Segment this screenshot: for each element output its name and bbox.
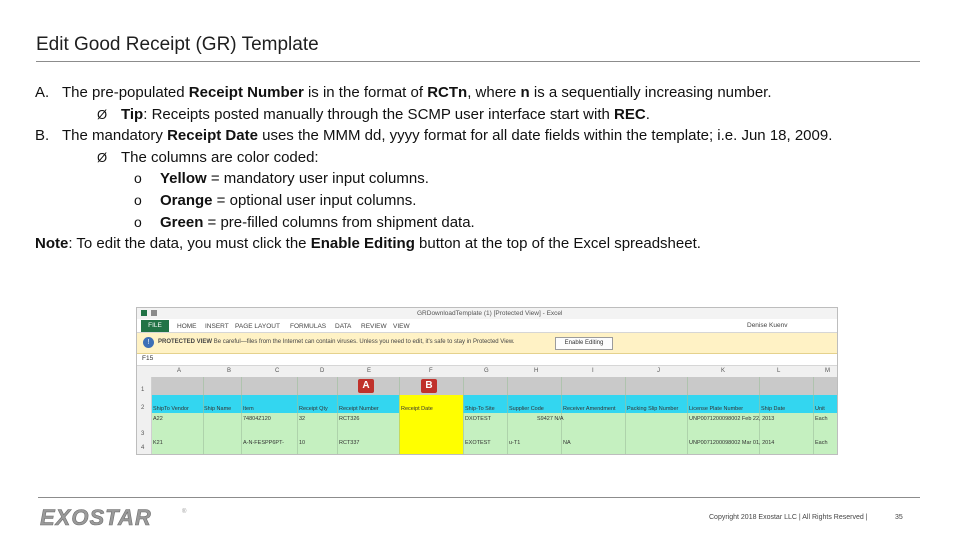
save-icon[interactable] xyxy=(151,310,157,316)
item-b-colors xyxy=(35,147,935,169)
grid-line xyxy=(687,377,688,454)
arrow-bullet-icon: Ø xyxy=(97,149,108,165)
header-row-gray xyxy=(151,377,837,395)
excel-app-icon xyxy=(141,310,147,316)
cell[interactable]: A22 xyxy=(153,416,163,422)
cell[interactable]: Each xyxy=(815,440,828,446)
grid-line xyxy=(297,377,298,454)
item-b-text-1: The mandatory xyxy=(62,127,168,145)
grid-line xyxy=(625,377,626,454)
callout-badge-a: A xyxy=(358,379,374,393)
grid-line xyxy=(241,377,242,454)
excel-file-tab[interactable]: FILE xyxy=(141,320,169,332)
cell[interactable]: License Plate Number xyxy=(689,406,744,412)
item-a-bold-2: RCTn xyxy=(427,84,468,101)
cell[interactable]: Unit xyxy=(815,406,825,412)
cell[interactable]: 10 xyxy=(299,440,306,446)
cell[interactable]: Supplier Code xyxy=(509,406,544,412)
excel-screenshot xyxy=(136,307,838,455)
cell[interactable]: u-T1 xyxy=(509,440,521,446)
mandatory-columns-yellow xyxy=(399,395,463,454)
item-a-text-3: , where xyxy=(467,84,521,101)
cell[interactable]: DXOTEST xyxy=(465,416,491,422)
cell[interactable]: EXOTEST xyxy=(465,440,491,446)
cell[interactable]: Item xyxy=(243,406,254,412)
color-name: Orange xyxy=(160,191,213,209)
page-title: Edit Good Receipt (GR) Template xyxy=(36,34,319,55)
protected-view-message xyxy=(158,339,515,345)
item-b-marker: B. xyxy=(35,127,50,145)
col-header[interactable]: L xyxy=(777,368,781,374)
excel-window-title: GRDownloadTemplate (1) [Protected View] - Excel xyxy=(417,310,563,317)
color-name: Green xyxy=(160,213,204,231)
item-a-text-2: is in the format of xyxy=(303,84,428,101)
cell[interactable]: Receipt Number xyxy=(339,406,379,412)
tab-view[interactable]: VIEW xyxy=(393,323,410,330)
row-header[interactable]: 1 xyxy=(141,387,145,393)
copyright: Copyright 2018 Exostar LLC | All Rights Reserved | xyxy=(709,514,868,521)
cell[interactable]: Receiver Amendment xyxy=(563,406,616,412)
color-name: Yellow xyxy=(160,170,207,188)
cell[interactable]: Each xyxy=(815,416,828,422)
color-item-orange xyxy=(35,190,935,212)
tab-review[interactable]: REVIEW xyxy=(361,323,387,330)
item-b-bold-1: Receipt Date xyxy=(167,127,258,145)
color-desc: = mandatory user input columns. xyxy=(206,170,429,188)
cell[interactable]: ShipTo Vendor xyxy=(153,406,189,412)
protected-view-text: Be careful—files from the Internet can contain viruses. Unless you need to edit, it's safe to stay in Protected View. xyxy=(213,339,515,345)
protected-view-label: PROTECTED VIEW xyxy=(158,339,213,345)
color-desc: = optional user input columns. xyxy=(212,191,417,209)
cell[interactable]: K21 xyxy=(153,440,163,446)
cell[interactable]: RCT337 xyxy=(339,440,360,446)
arrow-bullet-icon: Ø xyxy=(97,106,108,122)
cell[interactable]: Packing Slip Number xyxy=(627,406,679,412)
item-a-marker: A. xyxy=(35,84,50,101)
colors-intro: The columns are color coded: xyxy=(121,148,319,166)
exostar-logo-text: EXOSTAR xyxy=(40,505,152,530)
note-text-1: : To edit the data, you must click the xyxy=(68,235,311,253)
tip-text-2: . xyxy=(645,105,650,123)
excel-user-name[interactable]: Denise Kuenv xyxy=(747,322,788,329)
item-a-tip xyxy=(35,104,935,126)
cell[interactable]: Ship Date xyxy=(761,406,786,412)
tab-page-layout[interactable]: PAGE LAYOUT xyxy=(235,323,280,330)
name-box[interactable]: F15 xyxy=(142,355,154,362)
formula-bar xyxy=(137,354,837,366)
row-header[interactable]: 2 xyxy=(141,405,145,411)
col-header[interactable]: D xyxy=(320,368,325,374)
grid-line xyxy=(203,377,204,454)
note-label: Note xyxy=(35,235,69,253)
col-header[interactable]: G xyxy=(484,368,489,374)
item-a-text-4: is a sequentially increasing number. xyxy=(529,84,772,101)
col-header[interactable]: J xyxy=(657,368,660,374)
cell[interactable]: 32 xyxy=(299,416,306,422)
item-b xyxy=(35,125,935,147)
grid-line xyxy=(463,377,464,454)
item-a-bold-1: Receipt Number xyxy=(188,84,304,101)
cell[interactable]: Ship Name xyxy=(204,406,232,412)
cell[interactable]: 74804Z120 xyxy=(243,416,271,422)
tab-formulas[interactable]: FORMULAS xyxy=(290,323,327,330)
item-a-text-1: The pre-populated xyxy=(62,84,189,101)
enable-editing-button[interactable]: Enable Editing xyxy=(555,337,613,350)
note xyxy=(35,233,935,255)
grid-line xyxy=(507,377,508,454)
row-headers xyxy=(137,377,152,454)
cell[interactable]: Receipt Date xyxy=(401,406,433,412)
col-header[interactable]: K xyxy=(721,368,726,374)
color-item-green xyxy=(35,212,935,234)
cell[interactable]: A-N-FESPP6PT- xyxy=(243,440,284,446)
shield-info-icon: ! xyxy=(143,337,154,348)
col-header[interactable]: M xyxy=(825,368,830,374)
col-header[interactable]: F xyxy=(429,368,433,374)
tip-text-1: : Receipts posted manually through the SCMP user interface start with xyxy=(143,105,615,123)
cell[interactable]: UNP0071200098002 Feb 22, 2013 xyxy=(689,416,775,422)
grid-line xyxy=(337,377,338,454)
row-header[interactable]: 3 xyxy=(141,431,145,437)
circle-bullet-icon: o xyxy=(134,191,142,208)
tip-bold-rec: REC xyxy=(614,105,646,123)
tab-home[interactable]: HOME xyxy=(177,323,197,330)
item-a xyxy=(35,82,935,104)
col-header[interactable]: I xyxy=(592,368,594,374)
col-header[interactable]: C xyxy=(275,368,280,374)
col-header[interactable]: E xyxy=(367,368,372,374)
color-item-yellow xyxy=(35,168,935,190)
row-header[interactable]: 4 xyxy=(141,445,145,451)
excel-title-bar xyxy=(137,308,837,319)
note-bold-enable-editing: Enable Editing xyxy=(310,235,415,253)
page-number: 35 xyxy=(895,514,903,521)
cell[interactable]: Receipt Qty xyxy=(299,406,328,412)
color-desc: = pre-filled columns from shipment data. xyxy=(203,213,475,231)
grid-line xyxy=(813,377,814,454)
cell[interactable]: S9427 N/A xyxy=(537,416,564,422)
tab-insert[interactable]: INSERT xyxy=(205,323,229,330)
footer-divider xyxy=(38,497,920,498)
instructions xyxy=(35,82,935,255)
item-a-bold-3: n xyxy=(520,84,530,101)
protected-view-bar xyxy=(137,333,837,354)
cell[interactable]: RCT326 xyxy=(339,416,360,422)
tab-data[interactable]: DATA xyxy=(335,323,352,330)
cell[interactable]: UNP0071200098002 Mar 01, 2014 xyxy=(689,440,775,446)
col-header[interactable]: A xyxy=(177,368,182,374)
callout-badge-b: B xyxy=(421,379,437,393)
exostar-logo xyxy=(40,504,190,530)
tip-label: Tip xyxy=(121,105,144,123)
cell[interactable]: Ship-To Site xyxy=(465,406,495,412)
circle-bullet-icon: o xyxy=(134,170,142,187)
item-b-text-2: uses the MMM dd, yyyy format for all date fields within the template; i.e. Jun 18, 2009. xyxy=(257,127,833,145)
registered-mark-icon: ® xyxy=(182,509,187,515)
circle-bullet-icon: o xyxy=(134,213,142,230)
col-header[interactable]: B xyxy=(227,368,232,374)
col-header[interactable]: H xyxy=(534,368,539,374)
grid-line xyxy=(399,377,400,454)
cell[interactable]: NA xyxy=(563,440,571,446)
note-text-2: button at the top of the Excel spreadsheet. xyxy=(414,235,701,253)
title-divider xyxy=(36,61,920,62)
